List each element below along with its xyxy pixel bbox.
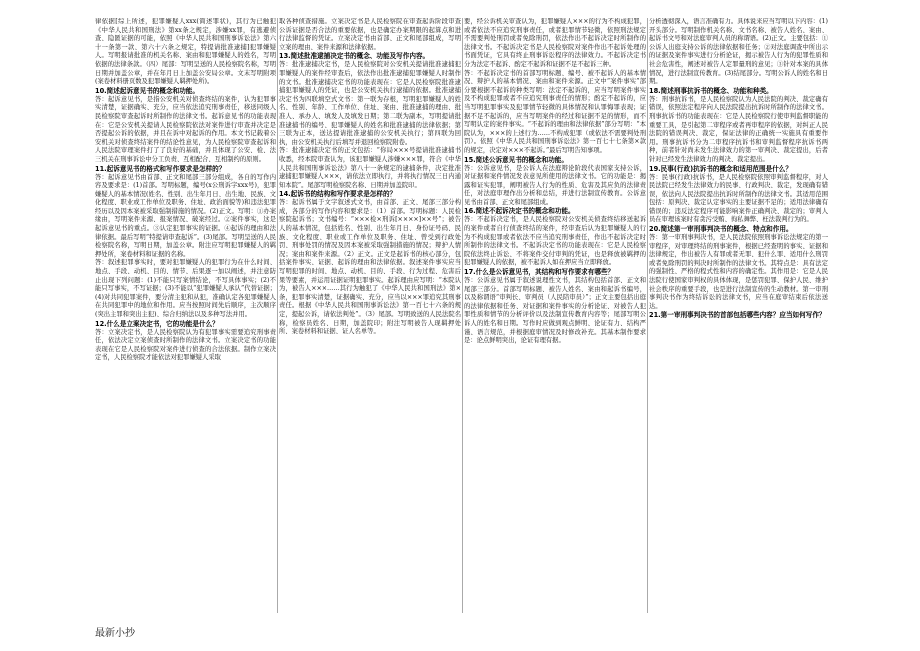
column-divider bbox=[462, 18, 463, 613]
question-heading: 14.起诉书的结构和写作要求是怎样的？ bbox=[279, 190, 397, 199]
question-heading: 10.简述起诉意见书的概念和功能。 bbox=[95, 86, 199, 95]
answer-text: 答：不起诉决定书，是人民检察院对公安机关侦查终结移送起诉的案件或者自行侦查终结的案件，经审查后认为犯罪嫌疑人的行为不构成犯罪或者依法不应当追究刑事责任，作出不起诉决定时所制作的法律文书。不起诉决定书的功能表现在：它是人民检察院依法终止诉讼、不将案件交付审判的凭证，也是释放被羁押的犯罪嫌疑人的依据，被不起诉人如在押应当立即释放。 bbox=[464, 216, 646, 267]
column-divider bbox=[647, 18, 648, 613]
text-block bbox=[649, 225, 828, 311]
answer-text: 律依据[综上所述，犯罪嫌疑人xxx(简述罪状)，其行为已触犯《中华人民共和国刑法》第xx条之规定，涉嫌xx罪，有逃避侦查、隐匿证据的可能，依照《中华人民共和国刑事诉讼法》第六十一条第一款、第六十六条之规定，特提请批准逮捕]犯罪嫌疑人。写明报请批准的机关名称、案由和犯罪嫌疑人的姓名，写明依据的法律条款。（四）尾部：写明呈送的人民检察院名称，写明日期并加盖公章，并在年月日上加盖公安局公章。文末写明附项(案卷材料册页数及犯罪嫌疑人羁押处所)。 bbox=[95, 18, 276, 86]
footer-label: 最新小抄 bbox=[95, 628, 135, 639]
text-column-4 bbox=[649, 18, 828, 613]
text-block bbox=[464, 268, 646, 346]
text-block bbox=[279, 147, 461, 190]
question-heading: 15.简述公诉意见书的概念和功能。 bbox=[464, 155, 568, 164]
text-block bbox=[464, 207, 646, 268]
text-block bbox=[464, 70, 646, 156]
answer-text: 要，经公诉机关审查认为，犯罪嫌疑人×××的行为不构成犯罪，或者依法不应追究刑事责任，或者犯罪情节轻微，依照刑法规定不需要判处刑罚或者免除刑罚，依法作出不起诉决定时所制作的法律文书。不起诉决定书是人民检察院对案件作出不起诉处理的书面凭证，它具有终止刑事诉讼程序的法律效力。不起诉决定书分为法定不起诉、酌定不起诉和证据不足不起诉三种。 bbox=[464, 18, 646, 68]
answer-text: 答：起诉书属于文字叙述式文书，由首部、正文、尾部三部分构成，各部分的写作内容和要求是：（1）首部。写明标题：人民检察院起诉书；文书编号：“×××检×刑诉[××××]××号”；被告人的基本情况，包括姓名、性别、出生年月日、身份证号码、民族、文化程度、职业或工作单位及职务、住址、曾受到行政处罚、刑事处罚的情况及因本案被采取强制措施的情况；辩护人情况；案由和案件来源。（2）正文。正文是起诉书的核心部分，包括案件事实、证据、起诉的理由和法律依据。叙述案件事实应当写明犯罪的时间、地点、动机、目的、手段、行为过程、危害后果等要素，并运用证据证明犯罪事实。起诉理由应写明：“本院认为，被告人×××……其行为触犯了《中华人民共和国刑法》第×条，犯罪事实清楚，证据确实、充分，应当以×××罪追究其刑事责任。根据《中华人民共和国刑事诉讼法》第一百七十六条的规定，提起公诉，请依法判处”。（3）尾部。写明致送的人民法院名称，检察员姓名、日期，加盖院印；附注写明被告人现羁押处所、案卷材料和证据、证人名单等。 bbox=[279, 199, 461, 336]
text-block bbox=[95, 259, 276, 319]
text-column-3 bbox=[464, 18, 646, 613]
text-block bbox=[95, 87, 276, 165]
answer-text: 分析透彻深入，语言准确有力。具体说来应当写明以下内容：(1)开头部分。写明制作机关名称、文书名称、被告人姓名、案由、起诉书文号和对法庭审判人员的称谓语。(2)正文。主要包括：①公诉人出庭支持公诉的法律依据和任务；②对法庭调查中所出示的证据及案件事实进行分析论证，揭示被告人行为的犯罪性质和社会危害性，阐述对被告人定罪量刑的意见；③针对本案的具体情况，进行法制宣传教育。(3)结尾部分。写明公诉人的姓名和日期。 bbox=[649, 18, 828, 86]
answer-text: 答：立案决定书，是人民检察院认为有犯罪事实需要追究刑事责任，依法决定立案侦查时所制作的法律文书。立案决定书的功能表现在它是人民检察院对案件进行侦查的合法依据。制作立案决定书，人民检察院才能依法对犯罪嫌疑人采取 bbox=[95, 328, 276, 362]
text-column-1 bbox=[95, 18, 276, 613]
answer-text: 答：第一审刑事判决书，是人民法院依照刑事诉讼法规定的第一审程序，对审理终结的刑事案件，根据已经查明的事实、证据和法律规定，作出被告人有罪或者无罪、犯什么罪、适用什么刑罚或者免除刑罚的判决时所制作的法律文书。其特点是：具有法定的强制性、严格的程式性和内容的确定性。其作用是：它是人民法院行使国家审判权的具体体现，是惩罚犯罪、保护人民、维护社会秩序的重要手段，也是进行法制宣传的生动教材。第一审刑事判决书作为终结诉讼的法律文书，应当在庭审结束后依法送达。 bbox=[649, 234, 828, 310]
answer-text: 答：起诉意见书，是指公安机关对侦查终结的案件，认为犯罪事实清楚，证据确实、充分，应当依法追究刑事责任，移送同级人民检察院审查起诉时所制作的法律文书。起诉意见书的功能表现在：它是公安机关提请人民检察院依法对案件进行审查并决定是否提起公诉的依据，并且在诉中对起诉的作用。本文书记载着公安机关对侦查终结案件的结论性意见，为人民检察院审查起诉和人民法院审理案件打了了良好的基础，并且体现了公安、检、法三机关在刑事诉讼中分工负责、互相配合、互相制约的原则。 bbox=[95, 95, 276, 163]
answer-text: 答：不起诉决定书的首部写明标题、编号、被不起诉人的基本情况、辩护人的基本情况、案由和案件来源。正文中“案件事实”部分要根据不起诉的种类写明：法定不起诉的，应当写明案件事实及不构成犯罪或者不应追究刑事责任的情形；酌定不起诉的，应当写明犯罪事实及犯罪情节轻微的具体情况和认罪悔罪表现；证据不足不起诉的，应当写明案件的经过和证据不足的情形，而不写明认定的案件事实。“不起诉的理由和法律依据”部分写明：“本院认为，×××的上述行为……不构成犯罪（或依法不需要判处刑罚）。依照《中华人民共和国刑事诉讼法》第一百七十七条第×款的规定，决定对×××不起诉。”最后写明告知事项。 bbox=[464, 69, 646, 154]
answer-text: 答：起诉意见书由首部、正文和尾部三部分组成，各自的写作内容及要求是：(1)首部。写明标题，编号(x公刑诉字xxx号)，犯罪嫌疑人的基本情况(姓名、性别、出生年月日、出生地、民族、文化程度、职业或工作单位及职务、住址、政治面貌等)和违法犯罪经历以及因本案被采取强制措施的情况。(2)正文。写明：①办案缘由，写明案件来源、报案情况、破案经过。②案件事实，这是起诉意见书的重点。③认定犯罪事实的证据。④起诉的理由和法律依据。最后写明“特提请审查起诉”。(3)尾部。写明呈送的人民检察院名称，写明日期，加盖公章。附注应写明犯罪嫌疑人的羁押处所，案卷材料和证据的名称。 bbox=[95, 173, 276, 258]
text-block bbox=[279, 18, 461, 52]
column-divider bbox=[277, 18, 278, 613]
text-block bbox=[95, 165, 276, 260]
question-heading: 21.第一审刑事判决书的首部包括哪些内容？应当如何写作？ bbox=[649, 311, 826, 320]
text-block bbox=[95, 320, 276, 363]
answer-text: 答：批准逮捕决定书，是人民检察院对公安机关提请批准逮捕犯罪嫌疑人的案件经审查后，依法作出批准逮捕犯罪嫌疑人时制作的文书。批准逮捕决定书的功能表现在：它是人民检察院批准逮捕犯罪嫌疑人的凭证，也是公安机关执行逮捕的依据。批准逮捕决定书为四联填空式文书：第一联为存根，写明犯罪嫌疑人的姓名、性别、年龄、工作单位、住址、案由、批准逮捕的理由、批准人、承办人、填发人及填发日期；第二联为副本，写明提请批准逮捕书的编号、犯罪嫌疑人的姓名和批准逮捕的法律依据；第三联为正本，送达提请批准逮捕的公安机关执行；第四联为回执，由公安机关执行后填写并退回检察院附卷。 bbox=[279, 61, 461, 146]
text-block bbox=[464, 156, 646, 208]
text-block bbox=[279, 52, 461, 147]
text-block bbox=[279, 190, 461, 337]
text-block bbox=[95, 18, 276, 87]
question-heading: 19.民事(行政)抗诉书的概念和适用范围是什么？ bbox=[649, 164, 792, 173]
answer-text: 答：公诉意见书属于叙述说理性文书，其结构包括首部、正文和尾部三部分。首部写明标题、被告人姓名、案由和起诉书编号，以及称谓语“审判长、审判员（人民陪审员）”；正文主要包括出庭的法律依据和任务、对证据和案件事实的分析论证、对被告人犯罪性质和情节的分析评价以及法制宣传教育内容等；尾部写明公诉人的姓名和日期。写作时应做到观点鲜明、论证有力、结构严谨、语言规范，并根据庭审情况及时修改补充。其基本制作要求是：论点鲜明突出，论证有理有据。 bbox=[464, 277, 646, 345]
answer-text: 答：批准逮捕决定书的正文包括：“你局×××号提请批准逮捕书收悉，经本院审查认为，该犯罪嫌疑人涉嫌×××罪，符合《中华人民共和国刑事诉讼法》第八十一条规定的逮捕条件，决定批准逮捕犯罪嫌疑人×××，请依法立即执行，并将执行情况三日内通知本院”。尾部写明检察院名称、日期并加盖院印。 bbox=[279, 147, 461, 189]
question-heading: 18.简述刑事抗诉书的概念、功能和种类。 bbox=[649, 86, 773, 95]
question-heading: 11.起诉意见书的格式和写作要求是怎样的？ bbox=[95, 164, 226, 173]
answer-text: 答：公诉意见书，是公诉人在法庭辩论阶段代表国家支持公诉，对证据和案件情况发表意见所使用的法律文书。它的功能是：揭露和证实犯罪，阐明被告人行为的性质、危害及其应负的法律责任，对法庭审理作出分析和总结，并进行法制宣传教育。公诉意见书由首部、正文和尾部组成。 bbox=[464, 164, 646, 206]
question-heading: 20.简述第一审刑事判决书的概念、特点和作用。 bbox=[649, 225, 793, 234]
question-heading: 12.什么是立案决定书，它的功能是什么？ bbox=[95, 319, 219, 328]
text-block bbox=[649, 165, 828, 226]
question-heading: 13.简述批准逮捕决定书的概念、功能及写作内容。 bbox=[279, 52, 430, 61]
answer-text: 答：民事(行政)抗诉书，是人民检察院依照审判监督程序，对人民法院已经发生法律效力的民事、行政判决、裁定，发现确有错误，依法向人民法院提出抗诉时所制作的法律文书。其适用范围包括：原判决、裁定认定事实的主要证据不足的；适用法律确有错误的；违反法定程序可能影响案件正确判决、裁定的；审判人员在审理该案时有贪污受贿、徇私舞弊、枉法裁判行为的。 bbox=[649, 173, 828, 224]
question-heading: 16.简述不起诉决定书的概念和功能。 bbox=[464, 207, 575, 216]
question-heading: 17.什么是公诉意见书，其结构和写作要求有哪些？ bbox=[464, 268, 615, 277]
text-block bbox=[464, 18, 646, 70]
answer-text: 答：叙述犯罪事实时，要对犯罪嫌疑人的犯罪行为在什么时间、地点、手段、动机、目的、情节、后果逐一加以阐述，并注意防止出现下列问题：(1)不能只写案情结论，不写具体事实；(2)不能只写事实，不写证据；(3)不能以“犯罪嫌疑人承认”代替证据；(4)对共同犯罪案件，要分清主犯和从犯，准确认定各犯罪嫌疑人在共同犯罪中的地位和作用。应当按照时间先后顺序，主次顺序(突出主罪和突出主犯)、综合归纳法以及多种写法并用。 bbox=[95, 259, 276, 318]
text-block bbox=[649, 87, 828, 165]
text-column-2 bbox=[279, 18, 461, 613]
text-block bbox=[649, 311, 828, 320]
answer-text: 取各种侦查措施。立案决定书是人民检察院在审查起诉阶段审查公诉证据是否合法的重要依据，也是确定办案期限的起算点和进行法律监督的凭证。立案决定书由首部、正文和尾部组成，写明立案的理由、案件来源和法律依据。 bbox=[279, 18, 461, 51]
answer-text: 答：刑事抗诉书，是人民检察院认为人民法院的判决、裁定确有错误，依照法定程序向人民法院提出抗诉时所制作的法律文书。刑事抗诉书的功能表现在：它是人民检察院行使审判监督职能的重要工具，是引起第二审程序或者再审程序的依据，对纠正人民法院的错误判决、裁定，保证法律的正确统一实施具有重要作用。刑事抗诉书分为二审程序抗诉书和审判监督程序抗诉书两种，前者针对尚未发生法律效力的第一审判决、裁定提出，后者针对已经发生法律效力的判决、裁定提出。 bbox=[649, 95, 828, 163]
text-block bbox=[649, 18, 828, 87]
